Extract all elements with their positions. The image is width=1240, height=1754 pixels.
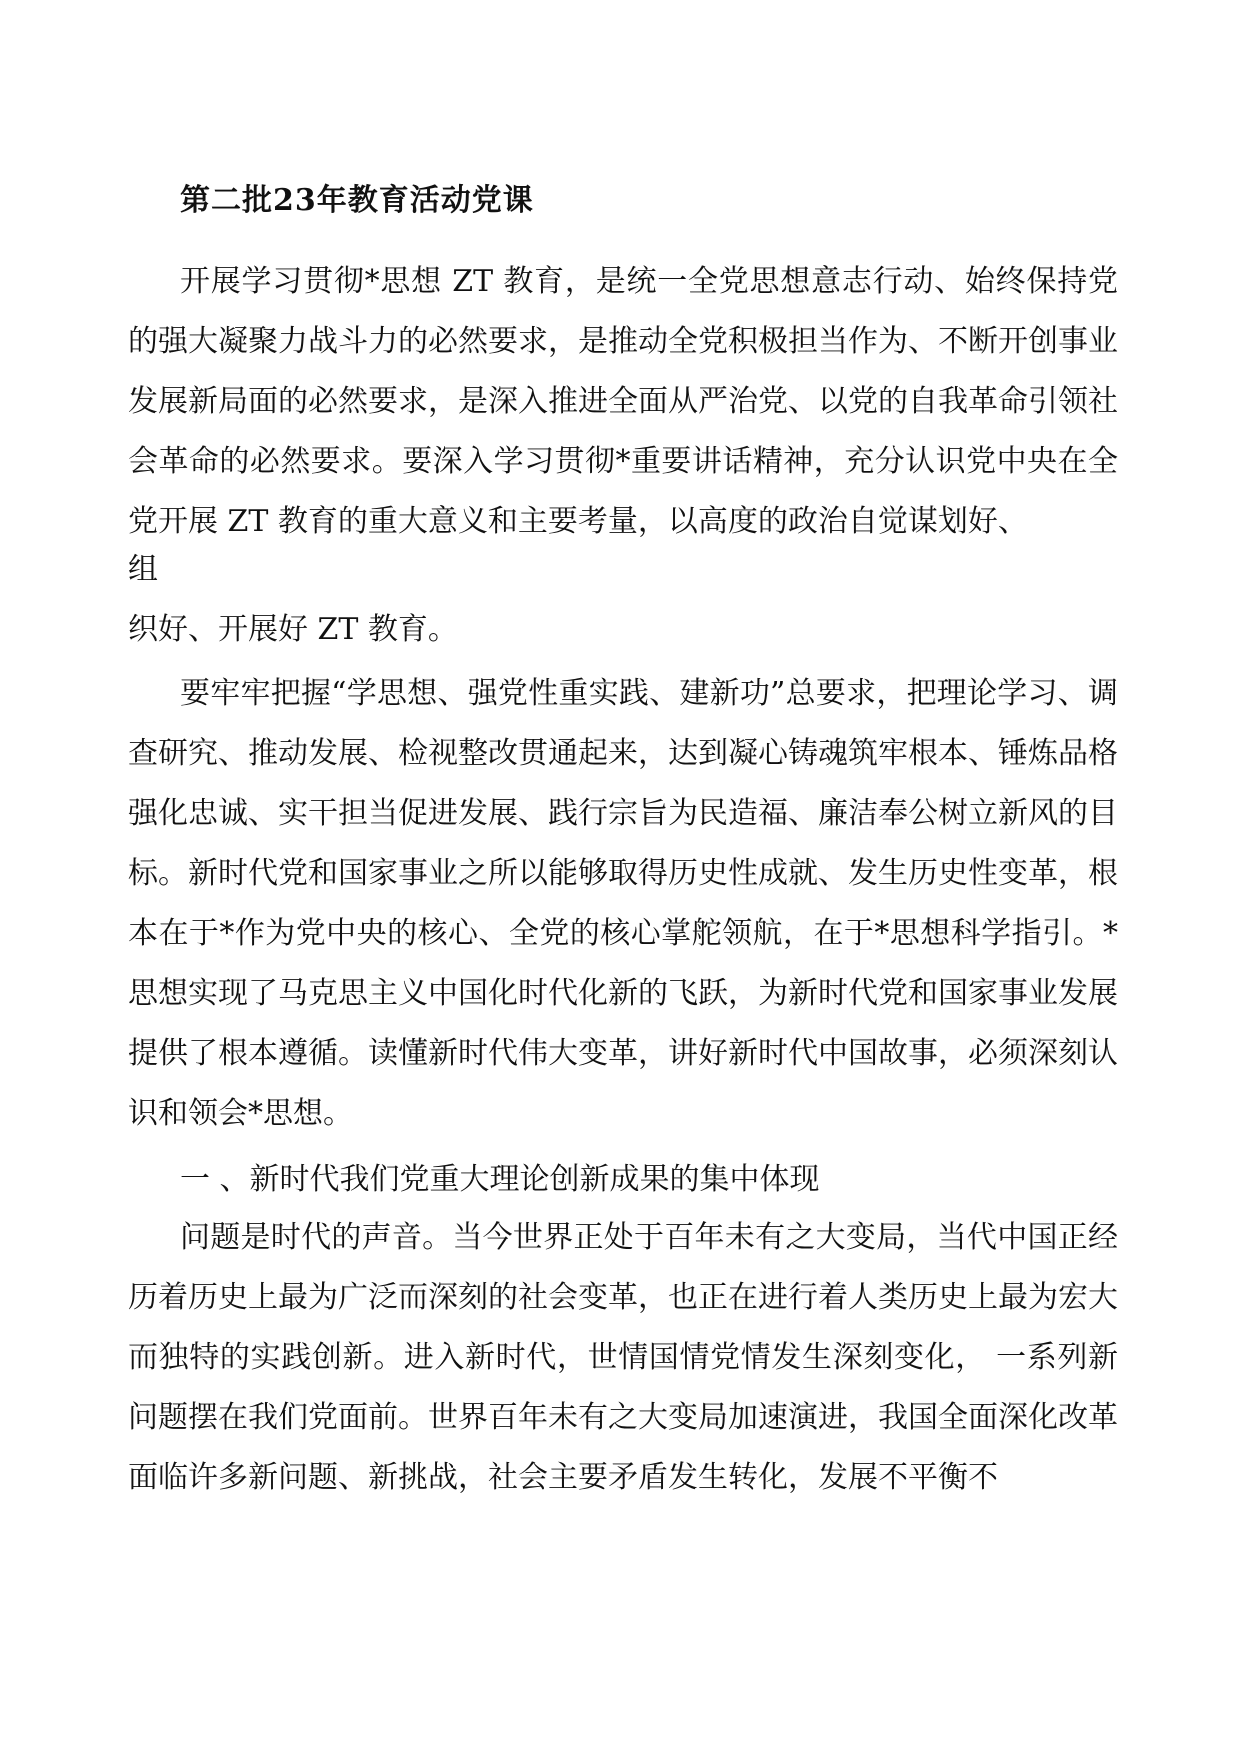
paragraph-1-continuation: 织好、开展好 ZT 教育。 — [128, 612, 458, 647]
paragraph-1-line-break: 组 — [128, 552, 158, 587]
document-title: 第二批23年教育活动党课 — [180, 183, 534, 218]
paragraph-2: 要牢牢把握“学思想、强党性重实践、建新功”总要求，把理论学习、调查研究、推动发展、检视整改贯通起来，达到凝心铸魂筑牢根本、锤炼品格强化忠诚、实干担当促进发展、践行宗旨为民造福、廉洁奉公树立新风的目标。新时代党和国家事业之所以能够取得历史性成就、发生历史性变革，根本在于*作为党中央的核心、全党的核心掌舵领航，在于*思想科学指引。*思想实现了马克思主义中国化时代化新的飞跃，为新时代党和国家事业发展提供了根本遵循。读懂新时代伟大变革，讲好新时代中国故事，必须深刻认识和领会*思想。 — [128, 676, 1118, 1131]
paragraph-1: 开展学习贯彻*思想 ZT 教育，是统一全党思想意志行动、始终保持党的强大凝聚力战斗力的必然要求，是推动全党积极担当作为、不断开创事业发展新局面的必然要求，是深入推进全面从严治党、以党的自我革命引领社会革命的必然要求。要深入学习贯彻*重要讲话精神，充分认识党中央在全党开展 ZT 教育的重大意义和主要考量，以高度的政治自觉谋划好、 — [128, 264, 1118, 539]
section-heading-1: 一 、新时代我们党重大理论创新成果的集中体现 — [180, 1162, 820, 1197]
paragraph-3: 问题是时代的声音。当今世界正处于百年未有之大变局，当代中国正经历着历史上最为广泛而深刻的社会变革，也正在进行着人类历史上最为宏大而独特的实践创新。进入新时代，世情国情党情发生深刻变化， 一系列新问题摆在我们党面前。世界百年未有之大变局加速演进，我国全面深化改革面临许多新问题、新挑战，社会主要矛盾发生转化，发展不平衡不 — [128, 1220, 1118, 1495]
